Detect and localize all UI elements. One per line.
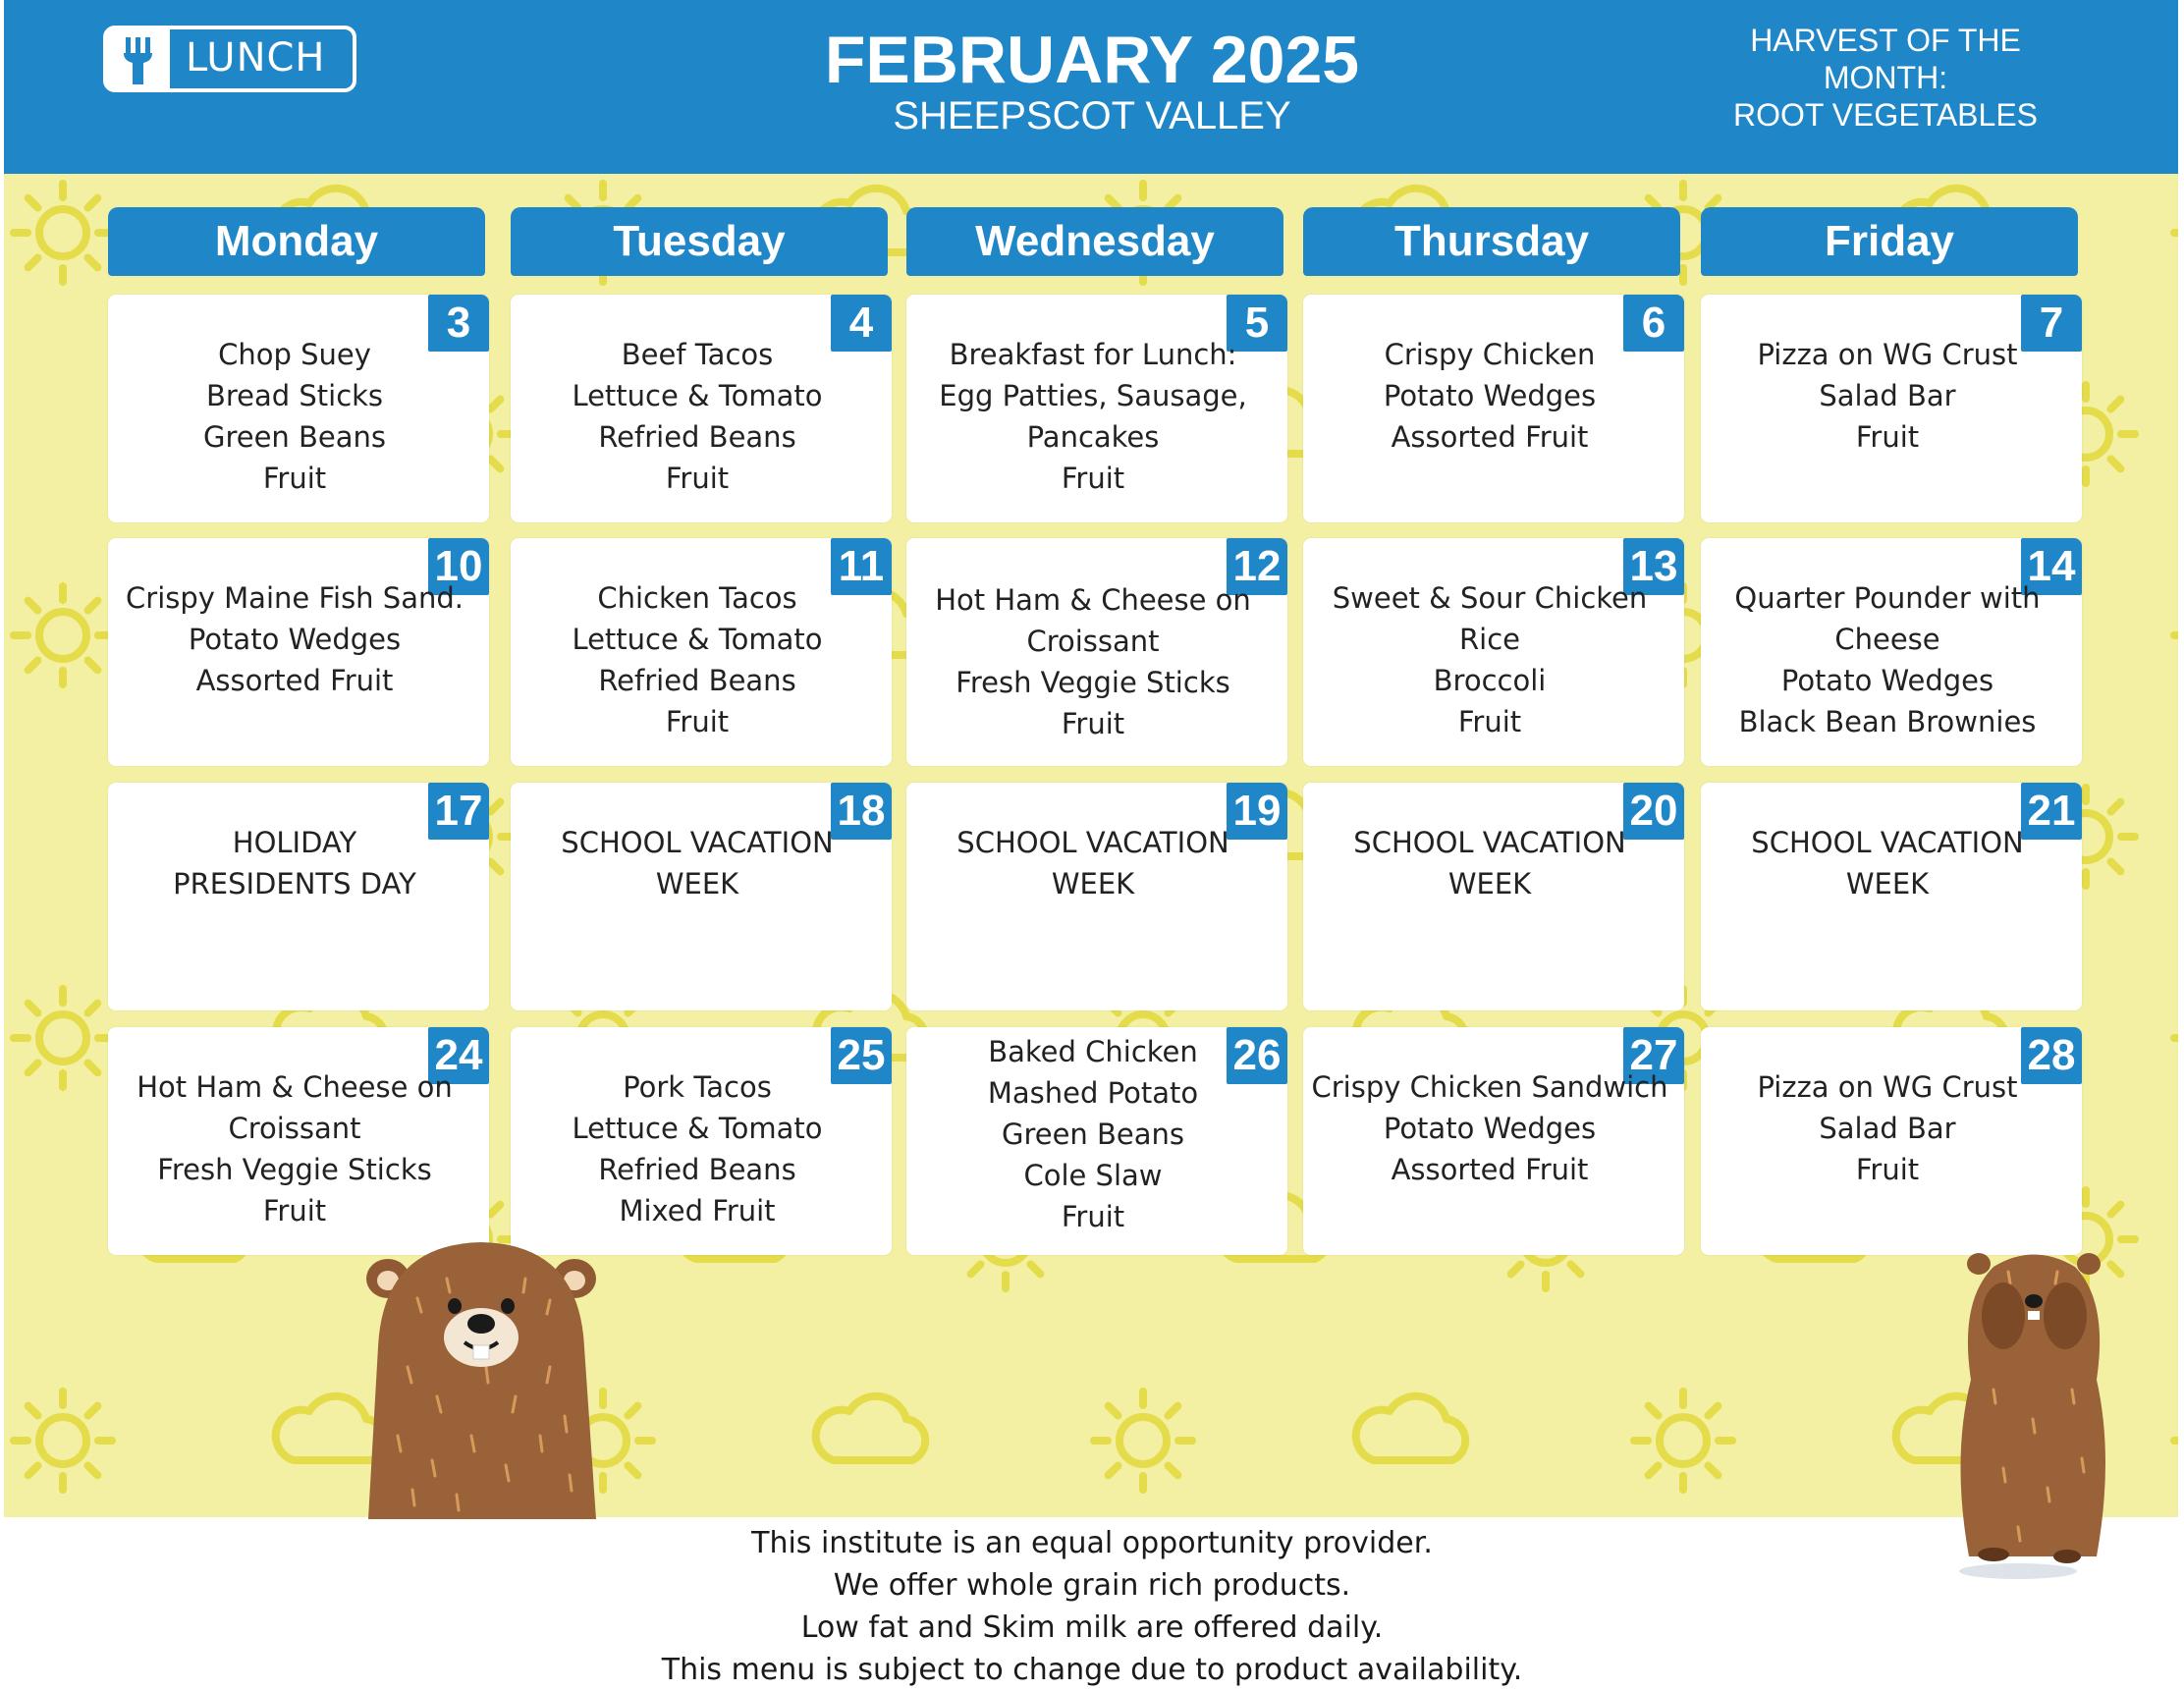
day-cell	[1303, 1027, 1684, 1255]
menu-item: Mashed Potato	[987, 1076, 1199, 1110]
menu-list	[108, 334, 481, 499]
date-badge: 20	[1623, 783, 1684, 840]
menu-item: Crispy Chicken Sandwich	[1311, 1070, 1668, 1104]
day-cell	[1701, 295, 2082, 522]
menu-item: Black Bean Brownies	[1738, 705, 2037, 738]
date-badge: 3	[428, 295, 489, 352]
menu-item: Croissant	[1026, 625, 1160, 658]
date-badge: 11	[831, 538, 892, 595]
menu-item: Croissant	[228, 1112, 361, 1145]
date-badge: 6	[1623, 295, 1684, 352]
menu-item: Salad Bar	[1819, 379, 1956, 412]
menu-item: Pizza on WG Crust	[1757, 1070, 2018, 1104]
menu-item: Lettuce & Tomato	[572, 623, 823, 656]
day-cell	[906, 295, 1287, 522]
menu-item: Beef Tacos	[621, 338, 774, 371]
date-badge: 19	[1227, 783, 1287, 840]
sun-icon	[14, 989, 112, 1087]
menu-item: Potato Wedges	[188, 623, 402, 656]
date-badge: 24	[428, 1027, 489, 1084]
day-cell	[108, 1027, 489, 1255]
menu-item: Chop Suey	[218, 338, 371, 371]
date-badge: 17	[428, 783, 489, 840]
menu-item: Fruit	[1855, 420, 1920, 454]
menu-item: Salad Bar	[1819, 1112, 1956, 1145]
day-cell	[1701, 1027, 2082, 1255]
day-header-wednesday: Wednesday	[906, 207, 1283, 276]
menu-item: Bread Sticks	[205, 379, 384, 412]
menu-list	[1303, 334, 1676, 458]
menu-item: Crispy Chicken	[1384, 338, 1596, 371]
menu-item: Green Beans	[202, 420, 387, 454]
harvest-line: HARVEST OF THE	[1750, 23, 2021, 58]
menu-item: Fruit	[1457, 705, 1522, 738]
menu-item: Breakfast for Lunch:	[949, 338, 1237, 371]
menu-item: Mixed Fruit	[619, 1194, 776, 1227]
menu-item: SCHOOL VACATION	[1353, 826, 1626, 859]
menu-item: Cheese	[1834, 623, 1940, 656]
menu-list	[1303, 822, 1676, 904]
menu-item: Sweet & Sour Chicken	[1332, 581, 1648, 615]
menu-item: Lettuce & Tomato	[572, 379, 823, 412]
page-title: FEBRUARY 2025	[824, 23, 1360, 97]
date-badge: 26	[1227, 1027, 1287, 1084]
menu-item: Potato Wedges	[1780, 664, 1994, 697]
date-badge: 13	[1623, 538, 1684, 595]
footer-line: This menu is subject to change due to product availability.	[661, 1653, 1523, 1687]
menu-item: Broccoli	[1433, 664, 1547, 697]
menu-list	[1701, 822, 2074, 904]
menu-item: Chicken Tacos	[597, 581, 797, 615]
sun-icon	[2174, 989, 2178, 1087]
menu-list	[1701, 1066, 2074, 1190]
day-header-thursday: Thursday	[1303, 207, 1680, 276]
menu-list	[108, 577, 481, 701]
menu-item: Lettuce & Tomato	[572, 1112, 823, 1145]
menu-list	[1701, 334, 2074, 458]
menu-item: Refried Beans	[598, 664, 796, 697]
groundhog-left-illustration	[339, 1239, 624, 1519]
sun-icon	[14, 586, 112, 684]
menu-item: Green Beans	[1001, 1118, 1185, 1151]
day-cell	[906, 783, 1287, 1010]
date-badge: 27	[1623, 1027, 1684, 1084]
menu-item: Cole Slaw	[1023, 1159, 1163, 1192]
cloud-icon	[1356, 1396, 1465, 1460]
day-cell	[511, 538, 892, 766]
sun-icon	[2174, 586, 2178, 684]
date-badge: 5	[1227, 295, 1287, 352]
menu-item: Fruit	[1061, 462, 1125, 495]
date-badge: 7	[2021, 295, 2082, 352]
footer-notes	[0, 1522, 2184, 1691]
date-badge: 4	[831, 295, 892, 352]
menu-list	[1303, 1066, 1676, 1190]
footer-line: We offer whole grain rich products.	[833, 1568, 1351, 1603]
day-cell	[1701, 538, 2082, 766]
menu-list	[1303, 577, 1676, 742]
sun-icon	[14, 184, 112, 282]
date-badge: 28	[2021, 1027, 2082, 1084]
day-header-tuesday: Tuesday	[511, 207, 888, 276]
menu-item: Rice	[1459, 623, 1520, 656]
menu-item: WEEK	[655, 867, 739, 900]
menu-list	[511, 334, 884, 499]
menu-item: WEEK	[1447, 867, 1532, 900]
sun-icon	[2174, 184, 2178, 282]
menu-item: Pizza on WG Crust	[1757, 338, 2018, 371]
page-subtitle: SHEEPSCOT VALLEY	[893, 94, 1291, 137]
menu-item: Assorted Fruit	[195, 664, 394, 697]
menu-item: Assorted Fruit	[1391, 420, 1589, 454]
menu-list	[511, 822, 884, 904]
menu-item: Hot Ham & Cheese on	[136, 1070, 453, 1104]
footer-line: This institute is an equal opportunity provider.	[751, 1526, 1433, 1560]
date-badge: 18	[831, 783, 892, 840]
date-badge: 12	[1227, 538, 1287, 595]
day-cell	[906, 1027, 1287, 1255]
menu-item: SCHOOL VACATION	[561, 826, 834, 859]
menu-list	[511, 1066, 884, 1231]
day-cell	[1303, 295, 1684, 522]
menu-item: Fruit	[1855, 1153, 1920, 1186]
menu-item: Refried Beans	[598, 420, 796, 454]
menu-item: Fruit	[1061, 1200, 1125, 1233]
menu-item: Fresh Veggie Sticks	[956, 666, 1230, 699]
menu-list	[906, 579, 1280, 744]
menu-item: HOLIDAY	[232, 826, 357, 859]
date-badge: 10	[428, 538, 489, 595]
cloud-icon	[816, 1396, 925, 1460]
day-cell	[108, 783, 489, 1010]
date-badge: 25	[831, 1027, 892, 1084]
day-cell	[1303, 538, 1684, 766]
menu-item: PRESIDENTS DAY	[173, 867, 416, 900]
day-cell	[906, 538, 1287, 766]
menu-item: SCHOOL VACATION	[1751, 826, 2024, 859]
menu-list	[906, 1031, 1280, 1237]
menu-item: SCHOOL VACATION	[956, 826, 1229, 859]
menu-item: Fruit	[262, 1194, 327, 1227]
date-badge: 21	[2021, 783, 2082, 840]
menu-item: Fresh Veggie Sticks	[157, 1153, 432, 1186]
menu-item: WEEK	[1051, 867, 1135, 900]
menu-list	[511, 577, 884, 742]
harvest-of-month	[1709, 22, 2062, 134]
day-cell	[108, 295, 489, 522]
day-cell	[511, 1027, 892, 1255]
menu-item: Pancakes	[1026, 420, 1160, 454]
menu-item: Fruit	[665, 705, 730, 738]
menu-list	[1701, 577, 2074, 742]
day-cell	[1303, 783, 1684, 1010]
harvest-line: MONTH:	[1823, 60, 1948, 95]
menu-item: Refried Beans	[598, 1153, 796, 1186]
lunch-label: LUNCH	[186, 35, 326, 81]
menu-list	[108, 1066, 481, 1231]
day-cell	[511, 295, 892, 522]
sun-icon	[1094, 1391, 1192, 1490]
menu-item: WEEK	[1845, 867, 1930, 900]
menu-item: Fruit	[665, 462, 730, 495]
menu-item: Fruit	[262, 462, 327, 495]
sun-icon	[14, 1391, 112, 1490]
menu-item: Crispy Maine Fish Sand.	[126, 581, 464, 615]
menu-item: Baked Chicken	[988, 1035, 1198, 1068]
menu-list	[906, 822, 1280, 904]
menu-item: Assorted Fruit	[1391, 1153, 1589, 1186]
menu-item: Egg Patties, Sausage,	[939, 379, 1247, 412]
day-cell	[108, 538, 489, 766]
day-cell	[1701, 783, 2082, 1010]
day-cell	[511, 783, 892, 1010]
harvest-line: ROOT VEGETABLES	[1732, 97, 2038, 133]
menu-item: Potato Wedges	[1383, 379, 1597, 412]
menu-item: Potato Wedges	[1383, 1112, 1597, 1145]
day-header-monday: Monday	[108, 207, 485, 276]
menu-list	[108, 822, 481, 904]
sun-icon	[2174, 1391, 2178, 1490]
date-badge: 14	[2021, 538, 2082, 595]
menu-item: Quarter Pounder with	[1734, 581, 2041, 615]
menu-item: Fruit	[1061, 707, 1125, 740]
menu-item: Hot Ham & Cheese on	[935, 583, 1251, 617]
day-header-friday: Friday	[1701, 207, 2078, 276]
footer-line: Low fat and Skim milk are offered daily.	[800, 1610, 1384, 1645]
menu-item: Pork Tacos	[623, 1070, 772, 1104]
sun-icon	[1634, 1391, 1732, 1490]
menu-list	[906, 334, 1280, 499]
